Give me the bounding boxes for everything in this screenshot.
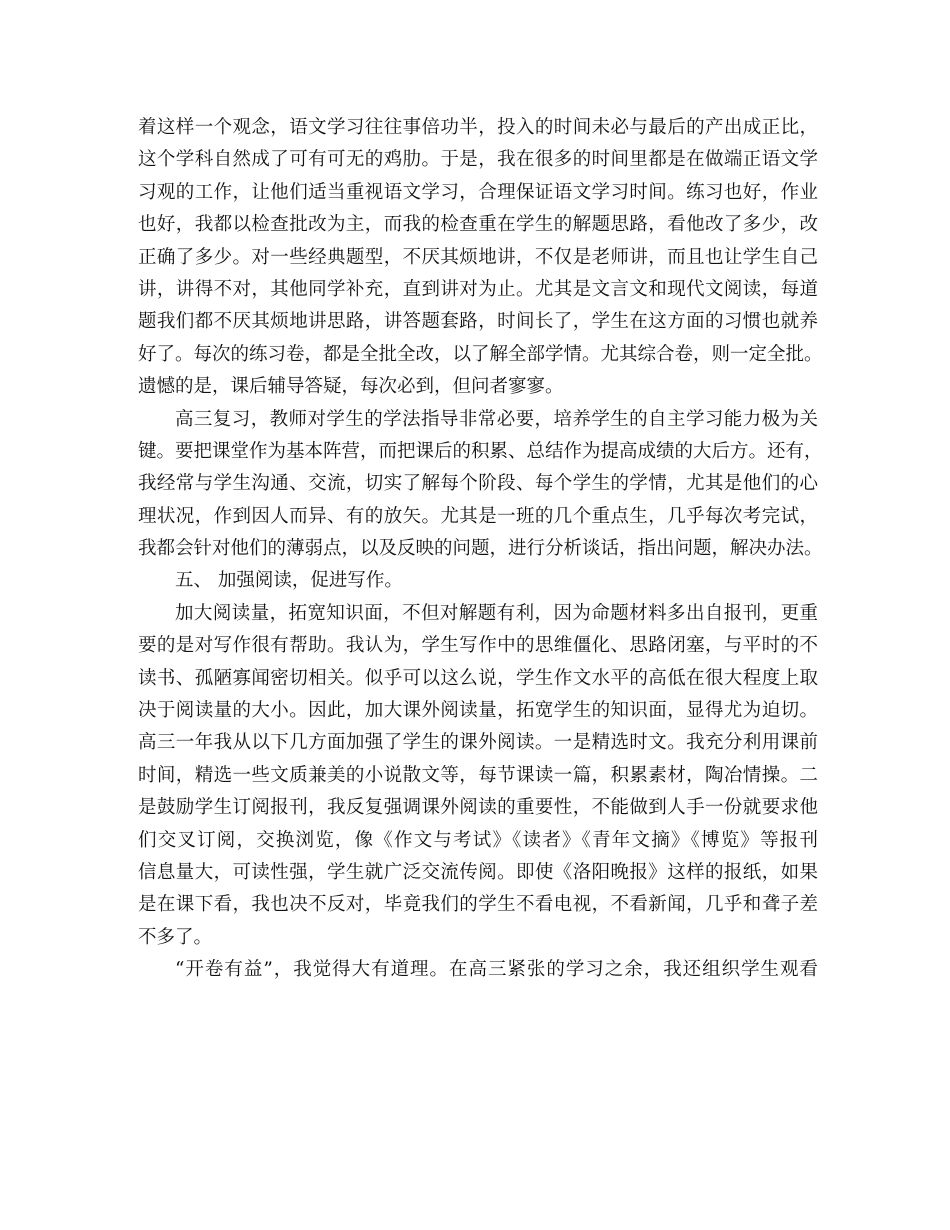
text-line: 也好，我都以检查批改为主，而我的检查重在学生的解题思路，看他改了多少，改 bbox=[138, 214, 818, 236]
text-line: 是在课下看，我也决不反对，毕竟我们的学生不看电视，不看新闻，几乎和聋子差 bbox=[138, 894, 818, 916]
text-line: 信息量大，可读性强，学生就广泛交流传阅。即使《洛阳晚报》这样的报纸，如果 bbox=[138, 861, 818, 883]
text-line: 是鼓励学生订阅报刊，我反复强调课外阅读的重要性，不能做到人手一份就要求他 bbox=[138, 797, 818, 819]
text-line: 我经常与学生沟通、交流，切实了解每个阶段、每个学生的学情，尤其是他们的心 bbox=[138, 473, 818, 495]
text-line: 着这样一个观念，语文学习往往事倍功半，投入的时间未必与最后的产出成正比， bbox=[138, 117, 818, 138]
text-line: 要的是对写作很有帮助。我认为，学生写作中的思维僵化、思路闭塞，与平时的不 bbox=[138, 635, 818, 657]
text-line: 不多了。 bbox=[138, 926, 213, 948]
text-line: 时间，精选一些文质兼美的小说散文等，每节课读一篇，积累素材，陶冶情操。二 bbox=[138, 764, 818, 786]
paragraph-first-line: 加大阅读量，拓宽知识面，不但对解题有利，因为命题材料多出自报刊，更重 bbox=[175, 602, 818, 624]
text-line: 习观的工作，让他们适当重视语文学习，合理保证语文学习时间。练习也好，作业 bbox=[138, 181, 818, 203]
text-line: 题我们都不厌其烦地讲思路，讲答题套路，时间长了，学生在这方面的习惯也就养 bbox=[138, 311, 818, 333]
paragraph-first-line: “开卷有益”，我觉得大有道理。在高三紧张的学习之余，我还组织学生观看 bbox=[175, 959, 818, 981]
text-line: 遗憾的是，课后辅导答疑，每次必到，但问者寥寥。 bbox=[138, 376, 564, 398]
text-line: 高三一年我从以下几方面加强了学生的课外阅读。一是精选时文。我充分利用课前 bbox=[138, 732, 818, 754]
body-text bbox=[138, 112, 823, 987]
text-line: 讲，讲得不对，其他同学补充，直到讲对为止。尤其是文言文和现代文阅读，每道 bbox=[138, 278, 818, 300]
text-line: 好了。每次的练习卷，都是全批全改，以了解全部学情。尤其综合卷，则一定全批。 bbox=[138, 343, 823, 365]
text-line: 这个学科自然成了可有可无的鸡肋。于是，我在很多的时间里都是在做端正语文学 bbox=[138, 149, 818, 171]
paragraph-first-line: 高三复习，教师对学生的学法指导非常必要，培养学生的自主学习能力极为关 bbox=[175, 408, 818, 430]
text-line: 理状况，作到因人而异、有的放矢。尤其是一班的几个重点生，几乎每次考完试， bbox=[138, 505, 818, 527]
text-line: 我都会针对他们的薄弱点，以及反映的问题，进行分析谈话，指出问题，解决办法。 bbox=[138, 538, 823, 560]
text-line: 键。要把课堂作为基本阵营，而把课后的积累、总结作为提高成绩的大后方。还有， bbox=[138, 440, 823, 462]
text-line: 们交叉订阅，交换浏览，像《作文与考试》《读者》《青年文摘》《博览》等报刊 bbox=[138, 829, 818, 851]
section-heading: 五、 加强阅读，促进写作。 bbox=[175, 570, 403, 592]
text-line: 正确了多少。对一些经典题型，不厌其烦地讲，不仅是老师讲，而且也让学生自己 bbox=[138, 246, 818, 268]
text-line: 决于阅读量的大小。因此，加大课外阅读量，拓宽学生的知识面，显得尤为迫切。 bbox=[138, 700, 818, 722]
text-line: 读书、孤陋寡闻密切相关。似乎可以这么说，学生作文水平的高低在很大程度上取 bbox=[138, 667, 818, 689]
